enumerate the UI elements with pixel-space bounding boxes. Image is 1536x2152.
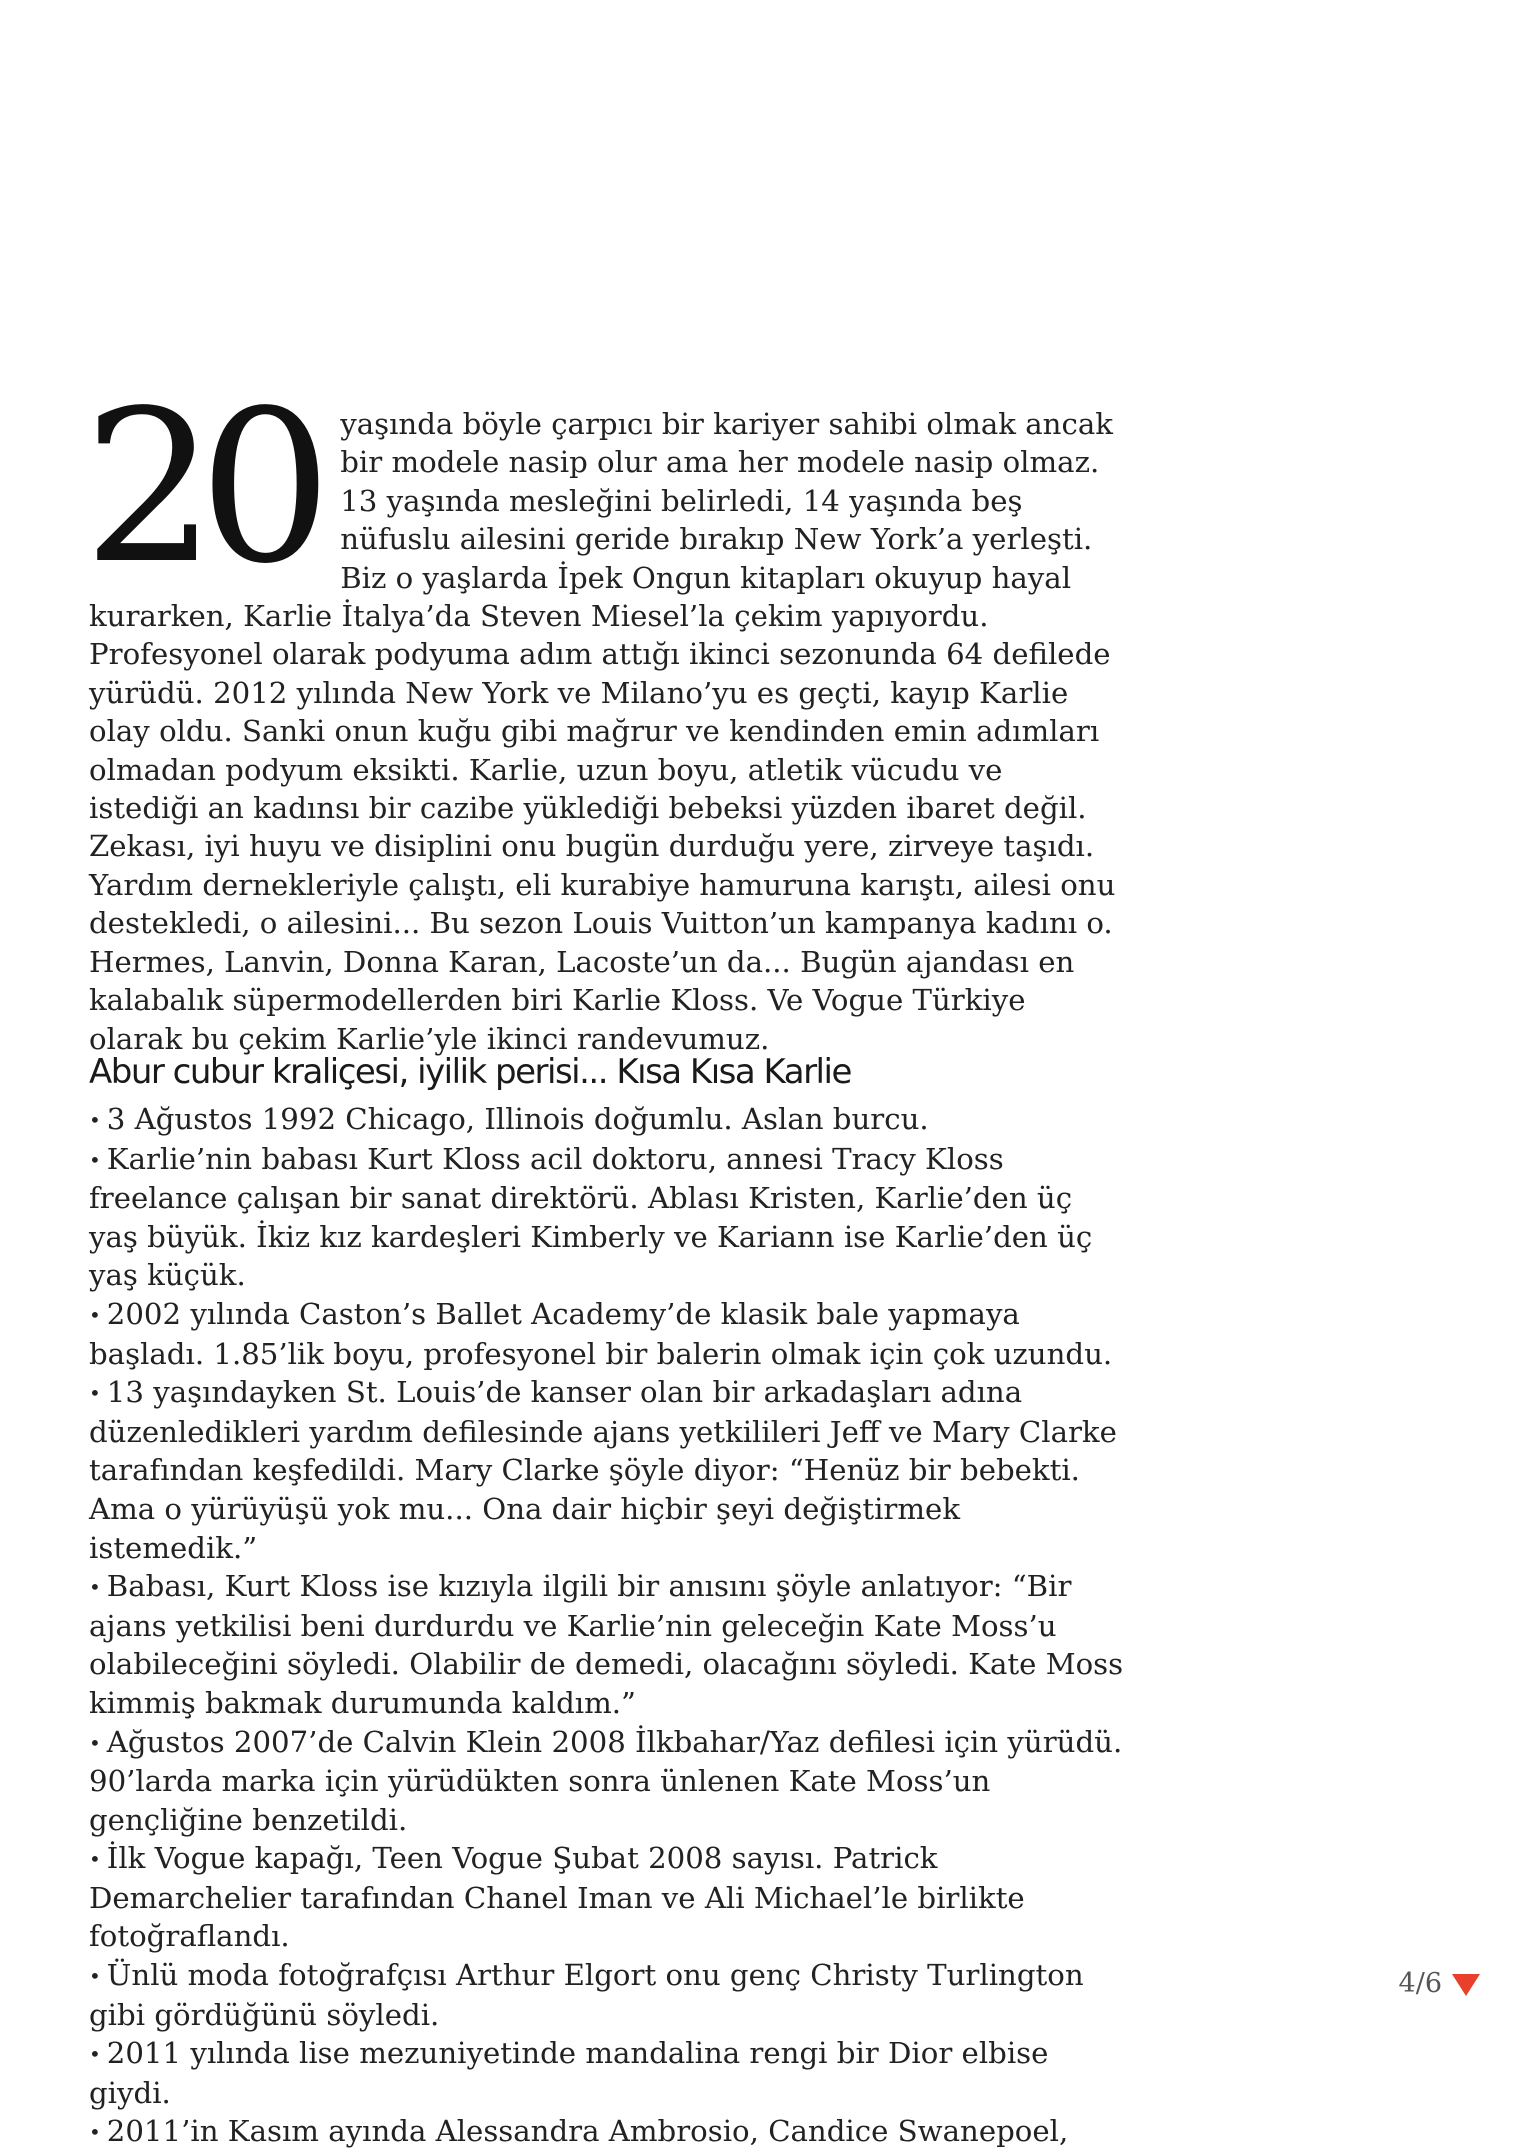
intro-paragraph <box>83 365 1119 1058</box>
list-item: • Babası, Kurt Kloss ise kızıyla ilgili bir anısını şöyle anlatıyor: “Bir ajans yetkilisi beni durdurdu ve Karlie’nin geleceğin Kate Moss’u olabileceğini söyledi. Olabilir de demedi, olacağını söyledi. Kate Moss kimmiş bakmak durumunda kaldım.” <box>89 1569 1124 1720</box>
bullet-icon: • <box>89 1575 101 1600</box>
list-item: • 2002 yılında Caston’s Ballet Academy’de klasik bale yapmaya başladı. 1.85’lik boyu, profesyonel bir balerin olmak için çok uzundu. <box>89 1296 1113 1371</box>
list-item: • Ünlü moda fotoğrafçısı Arthur Elgort onu genç Christy Turlington gibi gördüğünü söyledi. <box>89 1958 1084 2032</box>
down-triangle-icon[interactable] <box>1452 1974 1480 1996</box>
intro-text: yaşında böyle çarpıcı bir kariyer sahibi olmak ancak bir modele nasip olur ama her modele nasip olmaz. 13 yaşında mesleğini belirledi, 14 yaşında beş nüfuslu ailesini geride bırakıp New York’a yerleşti. Biz o yaşlarda İpek Ongun kitapları okuyup hayal kurarken, Karlie İtalya’da Steven Miesel’la çekim yapıyordu. Profesyonel olarak podyuma adım attığı ikinci sezonunda 64 defilede yürüdü. 2012 yılında New York ve Milano’yu es geçti, kayıp Karlie olay oldu. Sanki onun kuğu gibi mağrur ve kendinden emin adımları olmadan podyum eksikti. Karlie, uzun boyu, atletik vücudu ve istediği an kadınsı bir cazibe yüklediği bebeksi yüzden ibaret değil. Zekası, iyi huyu ve disiplini onu bugün durduğu yere, zirveye taşıdı. Yardım dernekleriyle çalıştı, eli kurabiye hamuruna karıştı, ailesi onu destekledi, o ailesini... Bu sezon Louis Vuitton’un kampanya kadını o. Hermes, Lanvin, Donna Karan, Lacoste’un da... Bugün ajandası en kalabalık süpermodellerden biri Karlie Kloss. Ve Vogue Türkiye olarak bu çekim Karlie’yle ikinci randevumuz. <box>89 407 1116 1056</box>
page-number: 4/6 <box>1398 1968 1442 1999</box>
bullet-icon: • <box>89 2042 101 2067</box>
list-item: • 2011’in Kasım ayında Alessandra Ambrosio, Candice Swanepoel, <box>89 2114 1069 2149</box>
bullet-icon: • <box>89 1381 101 1406</box>
list-item: • 2011 yılında lise mezuniyetinde mandalina rengi bir Dior elbise giydi. <box>89 2036 1049 2110</box>
list-item: • Ağustos 2007’de Calvin Klein 2008 İlkbahar/Yaz defilesi için yürüdü. 90’larda marka için yürüdükten sonra ünlenen Kate Moss’un gençliğine benzetildi. <box>89 1724 1123 1837</box>
list-item: • 3 Ağustos 1992 Chicago, Illinois doğumlu. Aslan burcu. <box>89 1102 929 1136</box>
list-item: • İlk Vogue kapağı, Teen Vogue Şubat 2008 sayısı. Patrick Demarchelier tarafından Chanel Iman ve Ali Michael’le birlikte fotoğraflandı. <box>89 1841 1025 1954</box>
dropcap: 20 <box>83 365 315 610</box>
list-item: • Karlie’nin babası Kurt Kloss acil doktoru, annesi Tracy Kloss freelance çalışan bir sanat direktörü. Ablası Kristen, Karlie’den üç yaş büyük. İkiz kız kardeşleri Kimberly ve Kariann ise Karlie’den üç yaş küçük. <box>89 1141 1093 1293</box>
bullet-icon: • <box>89 1964 101 1989</box>
bullet-icon: • <box>89 1302 101 1327</box>
list-item: • 13 yaşındayken St. Louis’de kanser olan bir arkadaşları adına düzenledikleri yardım defilesinde ajans yetkilileri Jeff ve Mary Clarke tarafından keşfedildi. Mary Clarke şöyle diyor: “Henüz bir bebekti. Ama o yürüyüşü yok mu... Ona dair hiçbir şeyi değiştirmek istemedik.” <box>89 1375 1117 1565</box>
page-indicator[interactable] <box>1399 1968 1480 1999</box>
bullet-icon: • <box>89 1108 101 1132</box>
bullet-icon: • <box>89 1730 101 1755</box>
bullet-icon: • <box>89 1147 101 1172</box>
bullet-icon: • <box>89 1847 101 1872</box>
bullet-icon: • <box>89 2120 101 2145</box>
section-subhead: Abur cubur kraliçesi, iyilik perisi... Kısa Kısa Karlie <box>89 1052 851 1092</box>
facts-list <box>89 1100 1129 2152</box>
